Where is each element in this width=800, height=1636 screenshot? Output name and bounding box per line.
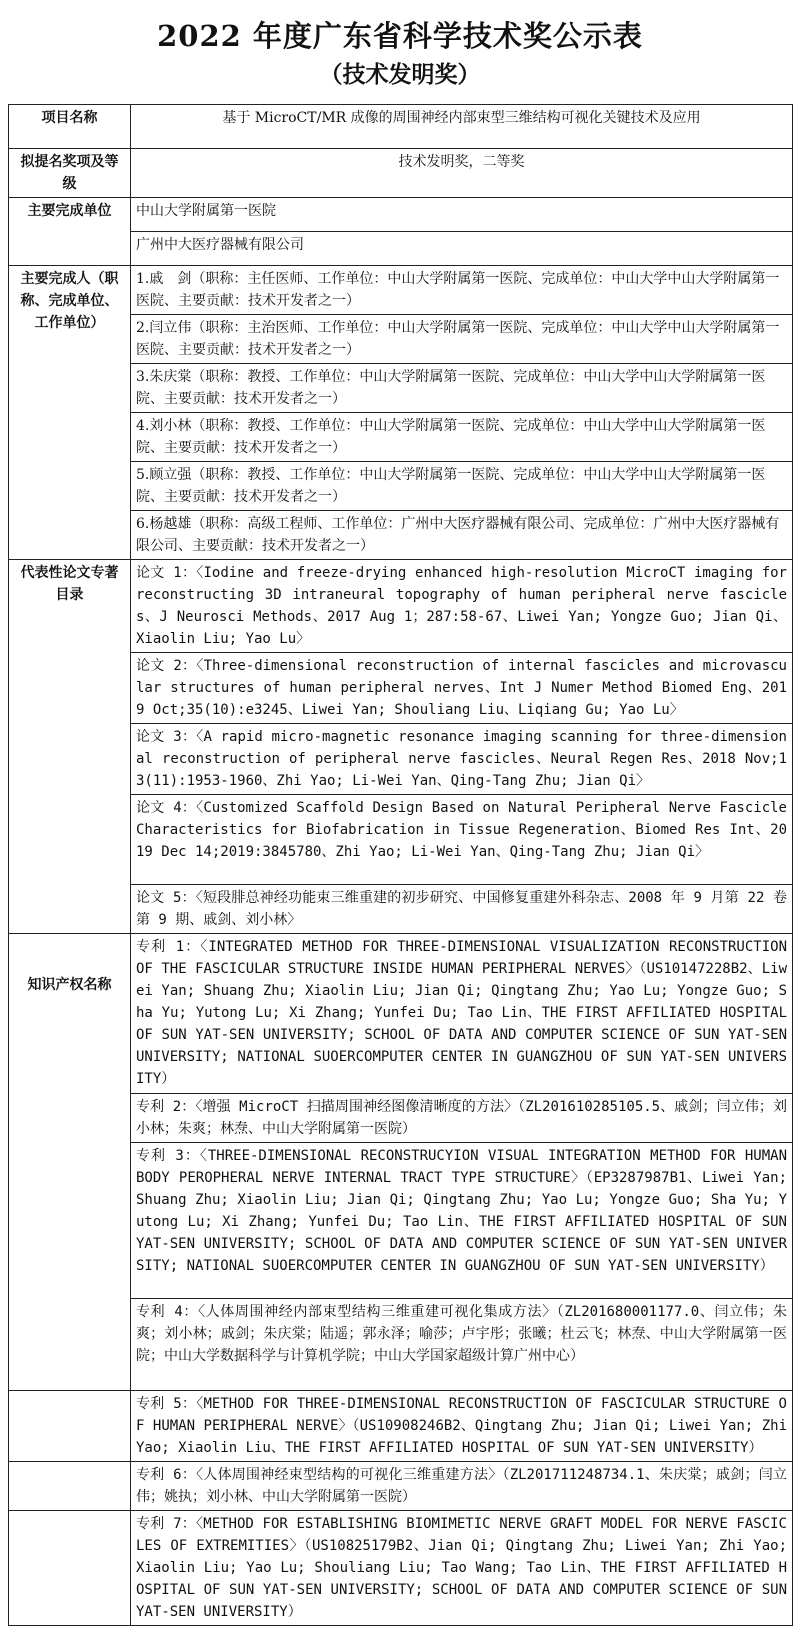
paper-item: 论文 2：〈Three-dimensional reconstruction of internal fascicles and microvascular structures of human peripheral nerves、Int J Numer Method Biomed Eng、2019 Oct;35(10):e3245、Liwei Yan; Shouliang Liu、Liqiang Gu; Yao Lu〉	[131, 653, 793, 724]
paper-item: 论文 5：〈短段腓总神经功能束三维重建的初步研究、中国修复重建外科杂志、2008 年 9 月第 22 卷第 9 期、戚剑、刘小林〉	[131, 885, 793, 934]
units-label: 主要完成单位	[9, 198, 131, 266]
ip-row	[9, 1462, 793, 1511]
ip-label: 知识产权名称	[9, 934, 131, 1391]
person-item: 1.戚 剑（职称：主任医师、工作单位：中山大学附属第一医院、完成单位：中山大学中山大学附属第一医院、主要贡献：技术开发者之一）	[131, 266, 793, 315]
ip-item: 专利 2：〈增强 MicroCT 扫描周围神经图像清晰度的方法〉（ZL201610285105.5、戚剑；闫立伟；刘小林；朱爽；林焘、中山大学附属第一医院）	[131, 1094, 793, 1143]
person-item: 3.朱庆棠（职称：教授、工作单位：中山大学附属第一医院、完成单位：中山大学中山大学附属第一医院、主要贡献：技术开发者之一）	[131, 364, 793, 413]
ip-label-spacer	[9, 1391, 131, 1462]
paper-item: 论文 4：〈Customized Scaffold Design Based on Natural Peripheral Nerve Fascicle Characteristics for Biofabrication in Tissue Regeneration、Biomed Res Int、2019 Dec 14;2019:3845780、Zhi Yao; Li-Wei Yan、Qing-Tang Zhu; Jian Qi〉	[131, 795, 793, 885]
person-item: 5.顾立强（职称：教授、工作单位：中山大学附属第一医院、完成单位：中山大学中山大学附属第一医院、主要贡献：技术开发者之一）	[131, 462, 793, 511]
ip-item: 专利 1：〈INTEGRATED METHOD FOR THREE-DIMENSIONAL VISUALIZATION RECONSTRUCTION OF THE FASCICULAR STRUCTURE INSIDE HUMAN PERIPHERAL NERVES〉（US10147228B2、Liwei Yan; Shuang Zhu; Xiaolin Liu; Jian Qi; Qingtang Zhu; Yao Lu; Yongze Guo; Sha Yu; Yutong Lu; Xi Zhang; Yunfei Du; Tao Lin、THE FIRST AFFILIATED HOSPITAL OF SUN YAT-SEN UNIVERSITY; SCHOOL OF DATA AND COMPUTER SCIENCE OF SUN YAT-SEN UNIVERSITY; NATIONAL SUOERCOMPUTER CENTER IN GUANGZHOU OF SUN YAT-SEN UNIVERSITY）	[131, 934, 793, 1094]
award-level-value: 技术发明奖，二等奖	[131, 149, 793, 198]
ip-item: 专利 4：〈人体周围神经内部束型结构三维重建可视化集成方法〉（ZL201680001177.0、闫立伟；朱爽；刘小林；戚剑；朱庆棠；陆遥；郭永泽；喻莎；卢宇彤；张曦；杜云飞；林焘、中山大学附属第一医院；中山大学数据科学与计算机学院；中山大学国家超级计算广州中心）	[131, 1299, 793, 1391]
ip-item: 专利 7：〈METHOD FOR ESTABLISHING BIOMIMETIC NERVE GRAFT MODEL FOR NERVE FASCICLES OF EXTREMITIES〉（US10825179B2、Jian Qi; Qingtang Zhu; Liwei Yan; Zhi Yao; Xiaolin Liu; Yao Lu; Shouliang Liu; Tao Wang; Tao Lin、THE FIRST AFFILIATED HOSPITAL OF SUN YAT-SEN UNIVERSITY; SCHOOL OF DATA AND COMPUTER SCIENCE OF SUN YAT-SEN UNIVERSITY）	[131, 1511, 793, 1626]
paper-item: 论文 1：〈Iodine and freeze-drying enhanced high-resolution MicroCT imaging for reconstructing 3D intraneural topography of human peripheral nerve fascicles、J Neurosci Methods、2017 Aug 1；287:58-67、Liwei Yan; Yongze Guo; Jian Qi、Xiaolin Liu; Yao Lu〉	[131, 560, 793, 653]
project-name-label: 项目名称	[9, 105, 131, 149]
project-name-value: 基于 MicroCT/MR 成像的周围神经内部束型三维结构可视化关键技术及应用	[131, 105, 793, 149]
unit-row	[9, 198, 793, 232]
person-item: 2.闫立伟（职称：主治医师、工作单位：中山大学附属第一医院、完成单位：中山大学中山大学附属第一医院、主要贡献：技术开发者之一）	[131, 315, 793, 364]
ip-label-spacer	[9, 1511, 131, 1626]
project-name-row	[9, 105, 793, 149]
page-subtitle: （技术发明奖）	[319, 61, 481, 88]
ip-row	[9, 1391, 793, 1462]
paper-item: 论文 3：〈A rapid micro-magnetic resonance imaging scanning for three-dimensional reconstruction of peripheral nerve fascicles、Neural Regen Res、2018 Nov;13(11):1953-1960、Zhi Yao; Li-Wei Yan、Qing-Tang Zhu; Jian Qi〉	[131, 724, 793, 795]
award-level-row	[9, 149, 793, 198]
ip-item: 专利 5：〈METHOD FOR THREE-DIMENSIONAL RECONSTRUCTION OF FASCICULAR STRUCTURE OF HUMAN PERIPHERAL NERVE〉（US10908246B2、Qingtang Zhu; Jian Qi; Liwei Yan; Zhi Yao; Xiaolin Liu、THE FIRST AFFILIATED HOSPITAL OF SUN YAT-SEN UNIVERSITY）	[131, 1391, 793, 1462]
paper-row	[9, 560, 793, 653]
person-item: 4.刘小林（职称：教授、工作单位：中山大学附属第一医院、完成单位：中山大学中山大学附属第一医院、主要贡献：技术开发者之一）	[131, 413, 793, 462]
person-item: 6.杨越雄（职称：高级工程师、工作单位：广州中大医疗器械有限公司、完成单位：广州中大医疗器械有限公司、主要贡献：技术开发者之一）	[131, 511, 793, 560]
page-title: 2022 年度广东省科学技术奖公示表	[157, 19, 643, 53]
unit-item: 中山大学附属第一医院	[131, 198, 793, 232]
person-row	[9, 266, 793, 315]
ip-item: 专利 3：〈THREE-DIMENSIONAL RECONSTRUCYION VISUAL INTEGRATION METHOD FOR HUMAN BODY PEROPHERAL NERVE INTERNAL TRACT TYPE STRUCTURE〉（EP3287987B1、Liwei Yan; Shuang Zhu; Xiaolin Liu; Jian Qi; Qingtang Zhu; Yao Lu; Yongze Guo; Sha Yu; Yutong Lu; Xi Zhang; Yunfei Du; Tao Lin、THE FIRST AFFILIATED HOSPITAL OF SUN YAT-SEN UNIVERSITY; SCHOOL OF DATA AND COMPUTER SCIENCE OF SUN YAT-SEN UNIVERSITY; NATIONAL SUOERCOMPUTER CENTER IN GUANGZHOU OF SUN YAT-SEN UNIVERSITY）	[131, 1143, 793, 1299]
papers-label: 代表性论文专著目录	[9, 560, 131, 934]
award-table	[8, 104, 793, 1626]
unit-item: 广州中大医疗器械有限公司	[131, 232, 793, 266]
ip-item: 专利 6：〈人体周围神经束型结构的可视化三维重建方法〉（ZL201711248734.1、朱庆棠；戚剑；闫立伟；姚执；刘小林、中山大学附属第一医院）	[131, 1462, 793, 1511]
ip-row	[9, 1511, 793, 1626]
ip-row	[9, 934, 793, 1094]
award-level-label: 拟提名奖项及等级	[9, 149, 131, 198]
ip-label-spacer	[9, 1462, 131, 1511]
persons-label: 主要完成人（职称、完成单位、工作单位）	[9, 266, 131, 560]
